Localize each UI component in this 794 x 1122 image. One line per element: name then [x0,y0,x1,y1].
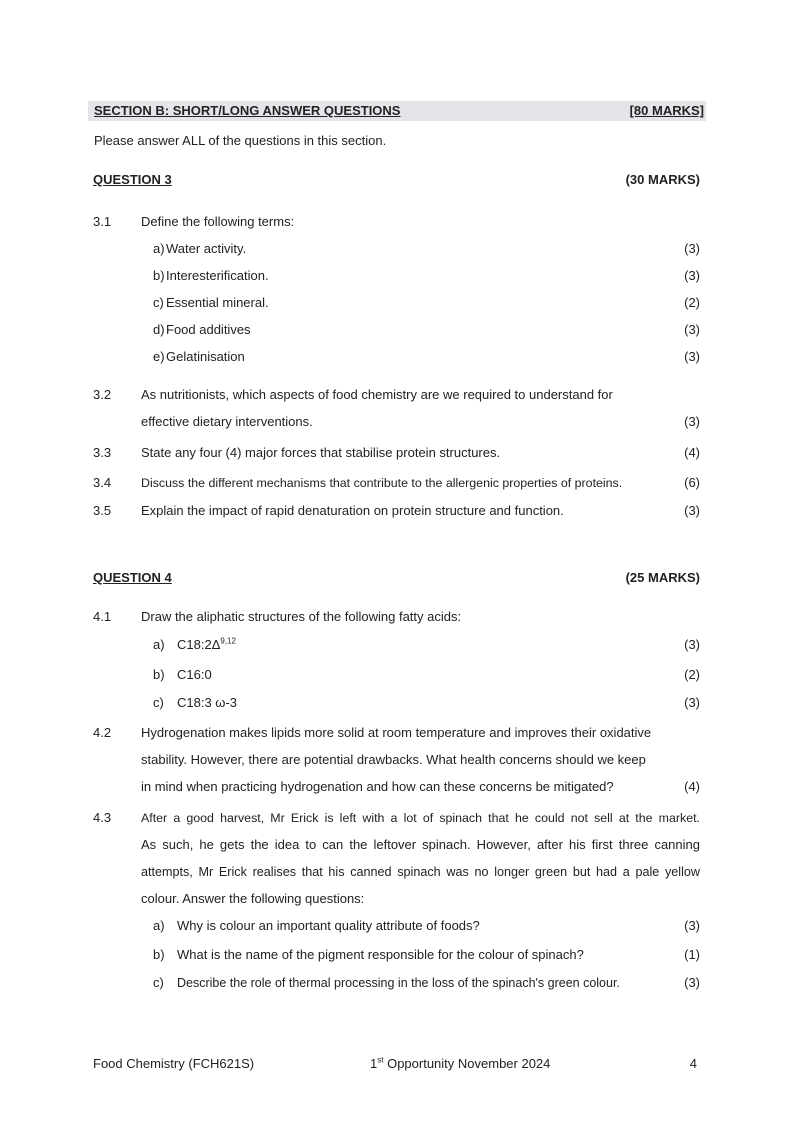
sub-letter: b) [153,947,165,962]
sub-text: Describe the role of thermal processing in the loss of the spinach's green colour. [177,976,620,990]
sub-marks: (2) [684,667,700,682]
sub-text: What is the name of the pigment responsible for the colour of spinach? [177,947,584,962]
item-number: 3.5 [93,503,112,518]
sub-letter: e) [153,349,165,364]
superscript: 9,12 [220,636,236,646]
item-marks: (4) [684,445,700,460]
sub-text: Interesterification. [166,268,269,283]
item-marks: (3) [684,414,700,429]
item-number: 4.1 [93,609,112,624]
sub-letter: a) [153,918,165,933]
question-4-marks: (25 MARKS) [625,570,700,585]
item-text: As nutritionists, which aspects of food chemistry are we required to understand for [141,387,613,402]
sub-marks: (3) [684,241,700,256]
footer-course: Food Chemistry (FCH621S) [93,1056,255,1071]
sub-text: $C18:2\Delta^{9,12}$ [177,636,236,652]
item-marks: (6) [684,475,700,490]
sub-letter: c) [153,695,164,710]
item-text: colour. Answer the following questions: [141,891,365,906]
sub-text: Essential mineral. [166,295,269,310]
item-number: 4.3 [93,810,112,825]
question-3-marks: (30 MARKS) [625,172,700,187]
section-title: SECTION B: SHORT/LONG ANSWER QUESTIONS [94,103,401,118]
sub-letter: d) [153,322,165,337]
item-number: 3.2 [93,387,112,402]
item-number: 3.3 [93,445,112,460]
item-number: 3.1 [93,214,112,229]
section-marks: [80 MARKS] [629,103,704,118]
item-text: effective dietary interventions. [141,414,313,429]
sub-letter: c) [153,295,164,310]
sub-marks: (3) [684,322,700,337]
sub-marks: (3) [684,695,700,710]
item-text: Discuss the different mechanisms that contribute to the allergenic properties of proteins. [141,476,623,490]
sub-letter: b) [153,667,165,682]
item-text: Draw the aliphatic structures of the following fatty acids: [141,609,462,624]
page-number: 4 [689,1056,697,1071]
question-4-title: QUESTION 4 [93,570,172,585]
item-number: 3.4 [93,475,112,490]
sub-marks: (2) [684,295,700,310]
item-number: 4.2 [93,725,112,740]
sub-marks: (3) [684,637,700,652]
sub-text: Gelatinisation [166,349,245,364]
item-marks: (4) [684,779,700,794]
item-text: After a good harvest, Mr Erick is left with a lot of spinach that he could not sell at the market. [141,811,700,825]
item-text: Hydrogenation makes lipids more solid at room temperature and improves their oxidative [141,725,652,740]
sub-letter: a) [153,241,165,256]
item-text: in mind when practicing hydrogenation and how can these concerns be mitigated? [141,779,614,794]
item-text: stability. However, there are potential drawbacks. What health concerns should we keep [141,752,646,767]
section-instruction: Please answer ALL of the questions in this section. [94,133,387,148]
sub-marks: (1) [684,947,700,962]
sub-letter: a) [153,637,165,652]
sub-marks: (3) [684,268,700,283]
sub-text: Why is colour an important quality attribute of foods? [177,918,480,933]
item-text: Define the following terms: [141,214,295,229]
item-text: attempts, Mr Erick realises that his canned spinach was no longer green but had a pale yellow [141,865,700,879]
sub-text: Food additives [166,322,251,337]
item-text: As such, he gets the idea to can the leftover spinach. However, after his first three canning [141,837,700,852]
sub-letter: b) [153,268,165,283]
sub-marks: (3) [684,349,700,364]
sub-marks: (3) [684,975,700,990]
item-text: Explain the impact of rapid denaturation on protein structure and function. [141,503,564,518]
item-marks: (3) [684,503,700,518]
sub-text: Water activity. [166,241,247,256]
sub-letter: c) [153,975,164,990]
question-3-title: QUESTION 3 [93,172,172,187]
sub-marks: (3) [684,918,700,933]
sub-text: C18:3 ω-3 [177,695,238,710]
footer-opportunity: 1st Opportunity November 2024 [370,1055,551,1071]
sub-text: C16:0 [177,667,212,682]
item-text: State any four (4) major forces that stabilise protein structures. [141,445,501,460]
